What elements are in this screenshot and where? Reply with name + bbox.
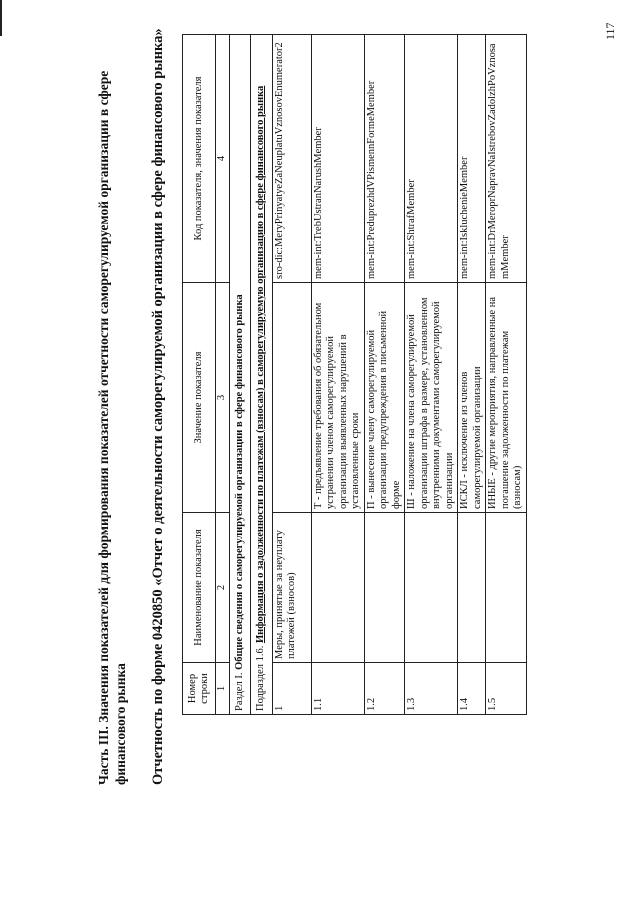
subsection-cell: [251, 35, 273, 715]
row-value: Ш - наложение на члена саморегулируемой организации штрафа в размере, установленном внутренними документами саморегулируемой организации: [405, 283, 458, 513]
section-prefix: Раздел I.: [233, 669, 245, 711]
row-number: 1.4: [458, 663, 486, 715]
row-code: mem-int:ShtrafMember: [405, 35, 458, 283]
section-title: Общие сведения о саморегулируемой организации в сфере финансового рынка: [233, 294, 245, 670]
header-cell: Номер строки: [183, 663, 216, 715]
row-code: sro-dic:MeryPrinyatyeZaNeuplatuVznosovEnumerator2: [272, 35, 311, 283]
table-header-row: [183, 35, 216, 715]
row-code: mem-int:PreduprezhdVPismennFormeMember: [364, 35, 405, 283]
table-row: [272, 35, 311, 715]
row-value: ИСКЛ - исключение из членов саморегулируемой организации: [458, 283, 486, 513]
header-cell: Значение показателя: [183, 283, 216, 513]
column-number-row: [216, 35, 230, 715]
row-name: [311, 513, 364, 663]
row-number: 1.2: [364, 663, 405, 715]
table-row: [364, 35, 405, 715]
report-title: Отчетность по форме 0420850 «Отчет о деятельности саморегулируемой организации в сфере финансового рынка»: [150, 28, 166, 785]
row-code: mem-int:IsklucheniеMember: [458, 35, 486, 283]
row-value: Т - предъявление требования об обязательном устранении членом саморегулируемой организации выявленных нарушений в установленные сроки: [311, 283, 364, 513]
table-row: [486, 35, 527, 715]
table-row: [405, 35, 458, 715]
subsection-prefix: Подраздел 1.6.: [255, 643, 266, 711]
part-title: Часть III. Значения показателей для формирования показателей отчетности саморегулируемой организации в сфере финансового рынка: [96, 70, 128, 785]
row-number: 1.5: [486, 663, 527, 715]
column-number: 3: [216, 283, 230, 513]
row-value: ИНЫЕ - другие мероприятия, направленные на погашение задолженности по платежам (взносам): [486, 283, 527, 513]
column-number: 1: [216, 663, 230, 715]
column-number: 4: [216, 35, 230, 283]
subsection-row: [251, 35, 273, 715]
section-cell: [229, 35, 251, 715]
row-name: [458, 513, 486, 663]
row-name: Меры, принятые за неуплату платежей (взносов): [272, 513, 311, 663]
column-number: 2: [216, 513, 230, 663]
row-number: 1: [272, 663, 311, 715]
row-value: П - вынесение члену саморегулируемой организации предупреждения в письменной форме: [364, 283, 405, 513]
table-row: [311, 35, 364, 715]
table-row: [458, 35, 486, 715]
row-name: [405, 513, 458, 663]
row-number: 1.3: [405, 663, 458, 715]
row-value: [272, 283, 311, 513]
rotated-page-content: [0, 15, 640, 885]
row-code: mem-int:DrMeroprNapravNaIstrebovZadolzhPoVznosamMember: [486, 35, 527, 283]
row-name: [364, 513, 405, 663]
row-code: mem-int:TrebUstranNarushMember: [311, 35, 364, 283]
subsection-title: Информация о задолженности по платежам (взносам) в саморегулируемую организацию в сфере финансового рынка: [255, 85, 266, 644]
indicator-table: [182, 34, 527, 715]
row-name: [486, 513, 527, 663]
header-cell: Код показателя, значения показателя: [183, 35, 216, 283]
header-cell: Наименование показателя: [183, 513, 216, 663]
page-number: 117: [603, 22, 617, 40]
row-number: 1.1: [311, 663, 364, 715]
section-row: [229, 35, 251, 715]
